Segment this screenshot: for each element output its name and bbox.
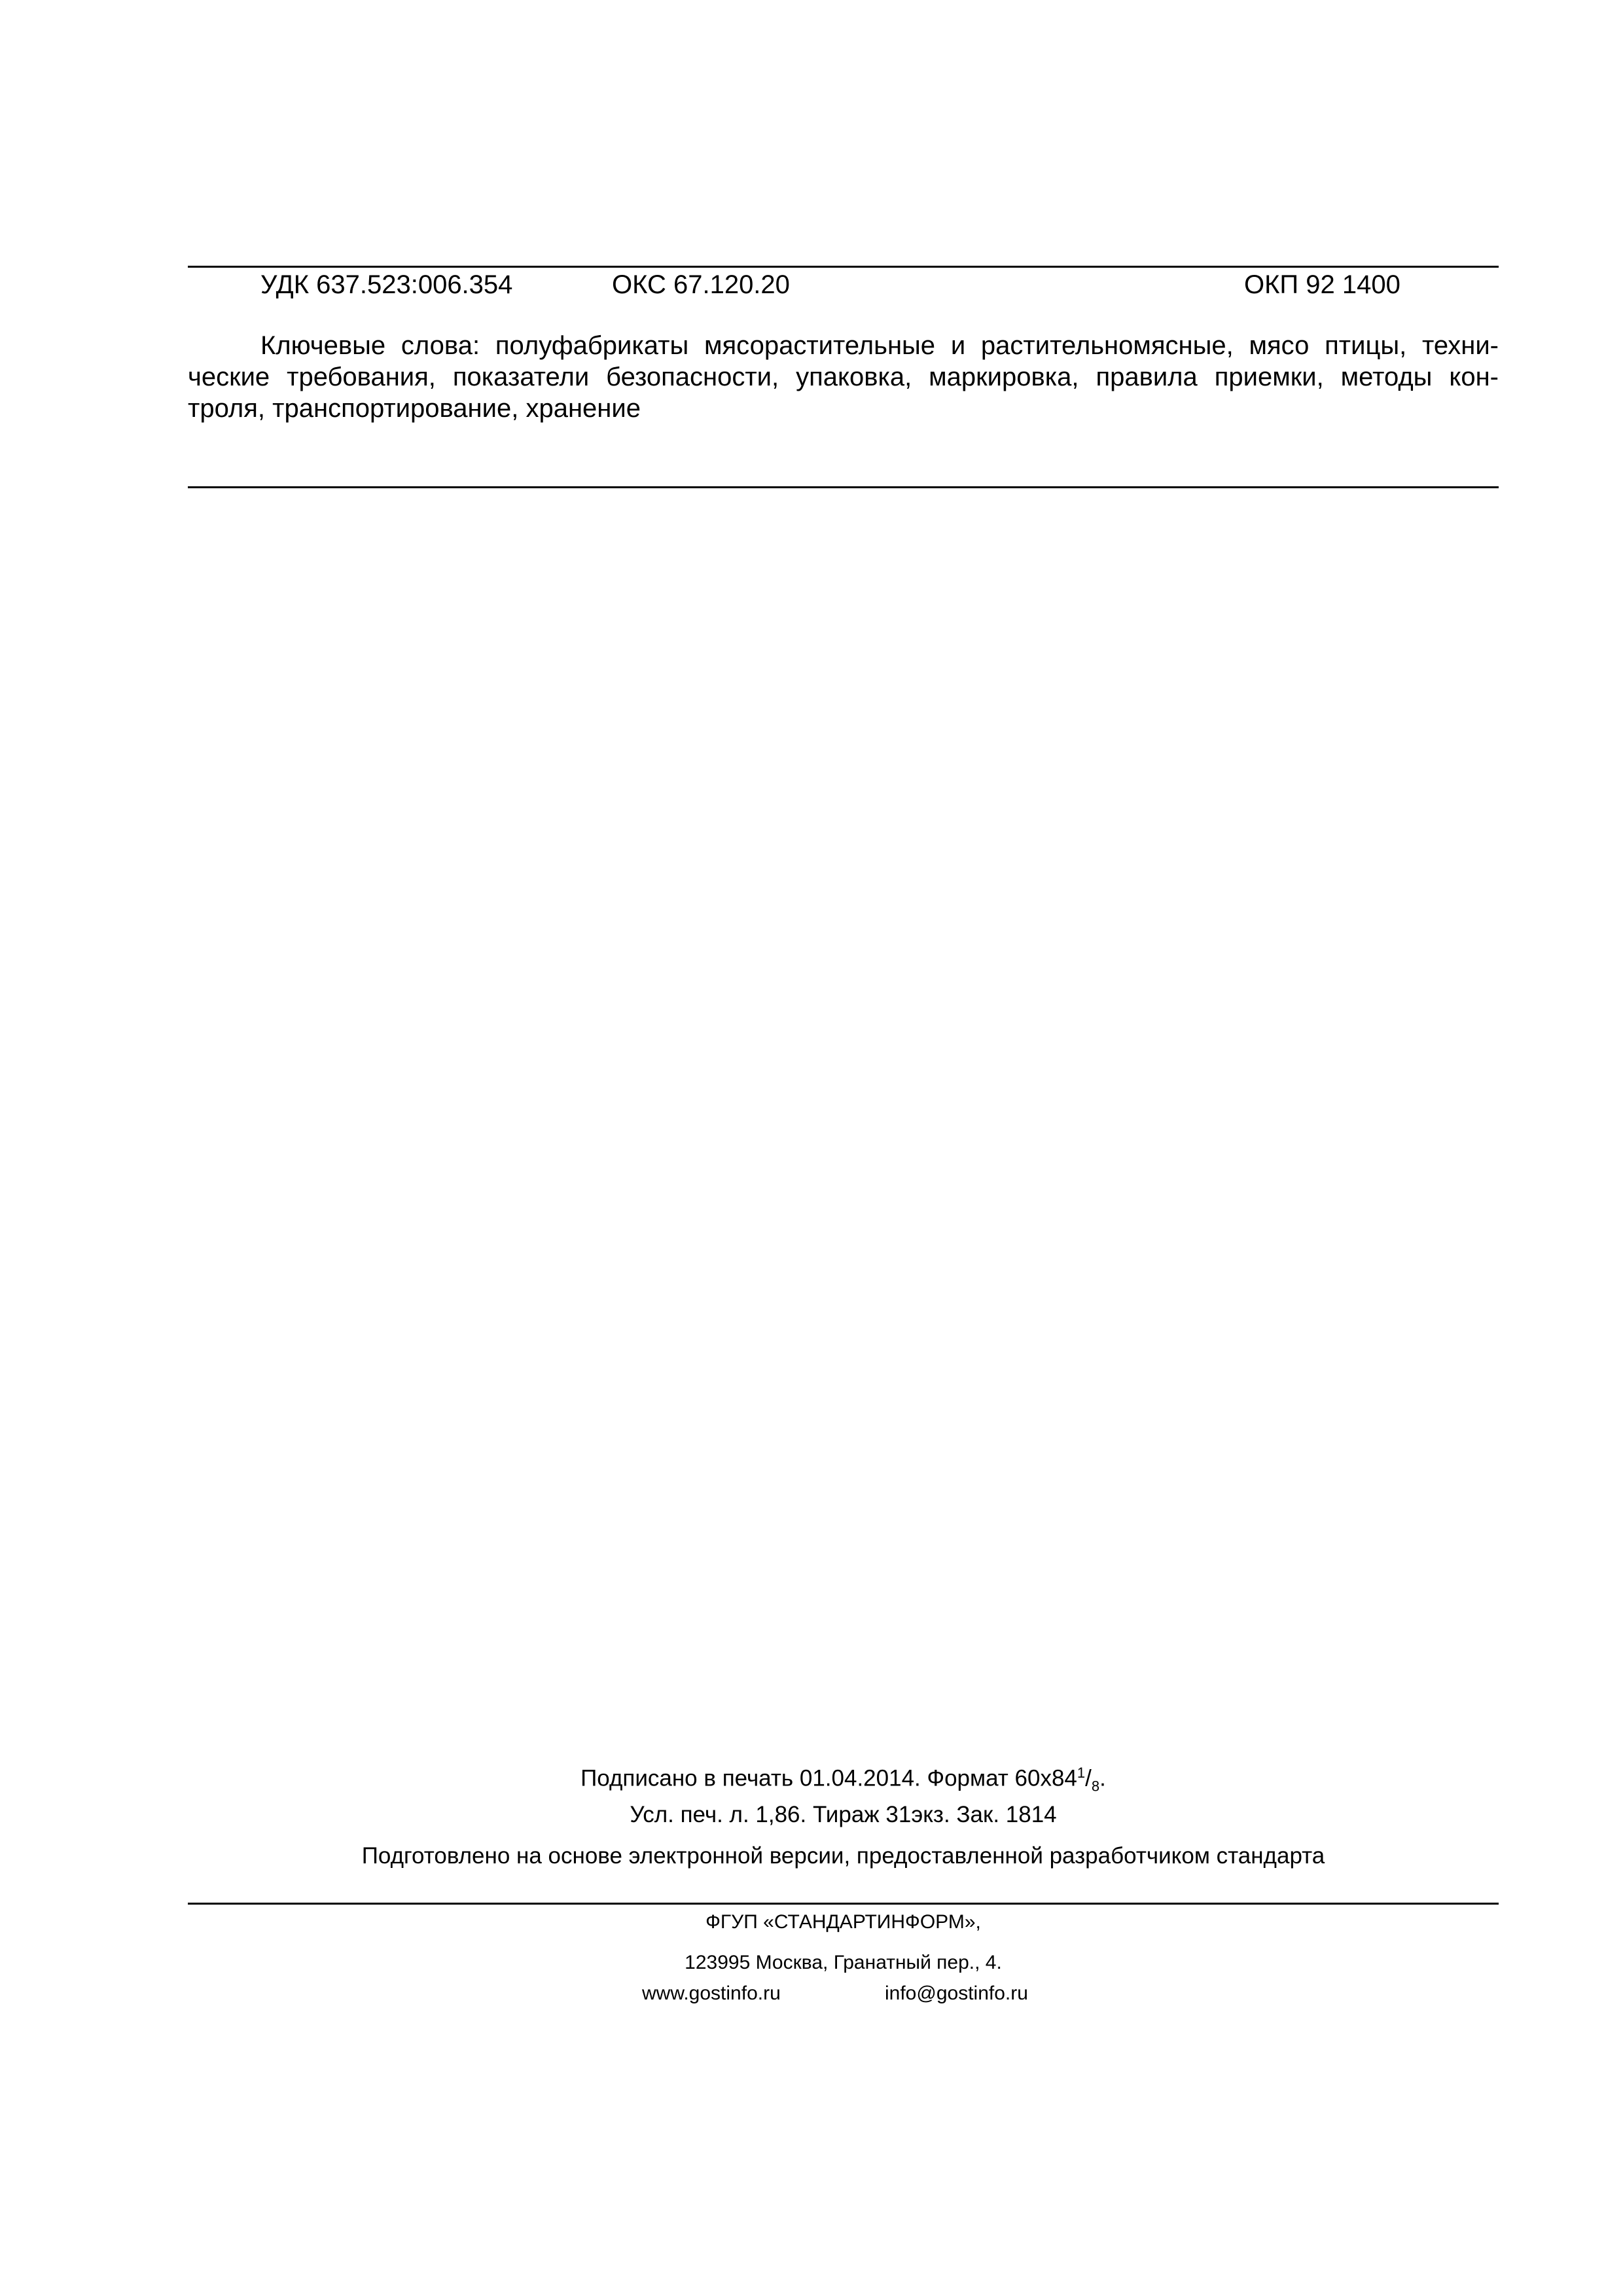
keywords-paragraph <box>188 330 1499 424</box>
print-signed-text: Подписано в печать 01.04.2014. Формат 60х84 <box>580 1765 1077 1791</box>
publisher-address: 123995 Москва, Гранатный пер., 4. <box>685 1952 1002 1973</box>
prepared-note: Подготовлено на основе электронной версии, предоставленной разработчиком стандарта <box>361 1843 1325 1869</box>
top-divider <box>188 266 1499 268</box>
format-fraction-denominator: 8 <box>1091 1778 1100 1795</box>
publisher-contacts <box>0 1980 1623 2009</box>
publisher-divider <box>188 1903 1499 1905</box>
print-signed-period: . <box>1099 1765 1106 1791</box>
print-conditions: Усл. печ. л. 1,86. Тираж 31экз. Зак. 1814 <box>630 1802 1057 1827</box>
keywords-line: Ключевые слова: полуфабрикаты мясорастительные и растительномясные, мясо птицы, техни- <box>260 331 1499 360</box>
email-link[interactable]: info@gostinfo.ru <box>885 1982 1028 2004</box>
udk-code: УДК 637.523:006.354 <box>260 270 513 299</box>
keywords-line: троля, транспортирование, хранение <box>188 394 641 423</box>
keywords-line: ческие требования, показатели безопасности, упаковка, маркировка, правила приемки, методы кон- <box>188 363 1499 391</box>
format-fraction-numerator: 1 <box>1077 1765 1086 1781</box>
print-signed-line <box>188 1757 1499 1803</box>
publisher-name: ФГУП «СТАНДАРТИНФОРМ», <box>705 1911 981 1933</box>
oks-code: ОКС 67.120.20 <box>612 270 790 299</box>
classification-codes <box>0 268 1623 308</box>
format-fraction-slash: / <box>1085 1765 1092 1791</box>
okp-code: ОКП 92 1400 <box>1244 270 1400 299</box>
website-link[interactable]: www.gostinfo.ru <box>642 1982 781 2004</box>
keywords-divider <box>188 486 1499 488</box>
